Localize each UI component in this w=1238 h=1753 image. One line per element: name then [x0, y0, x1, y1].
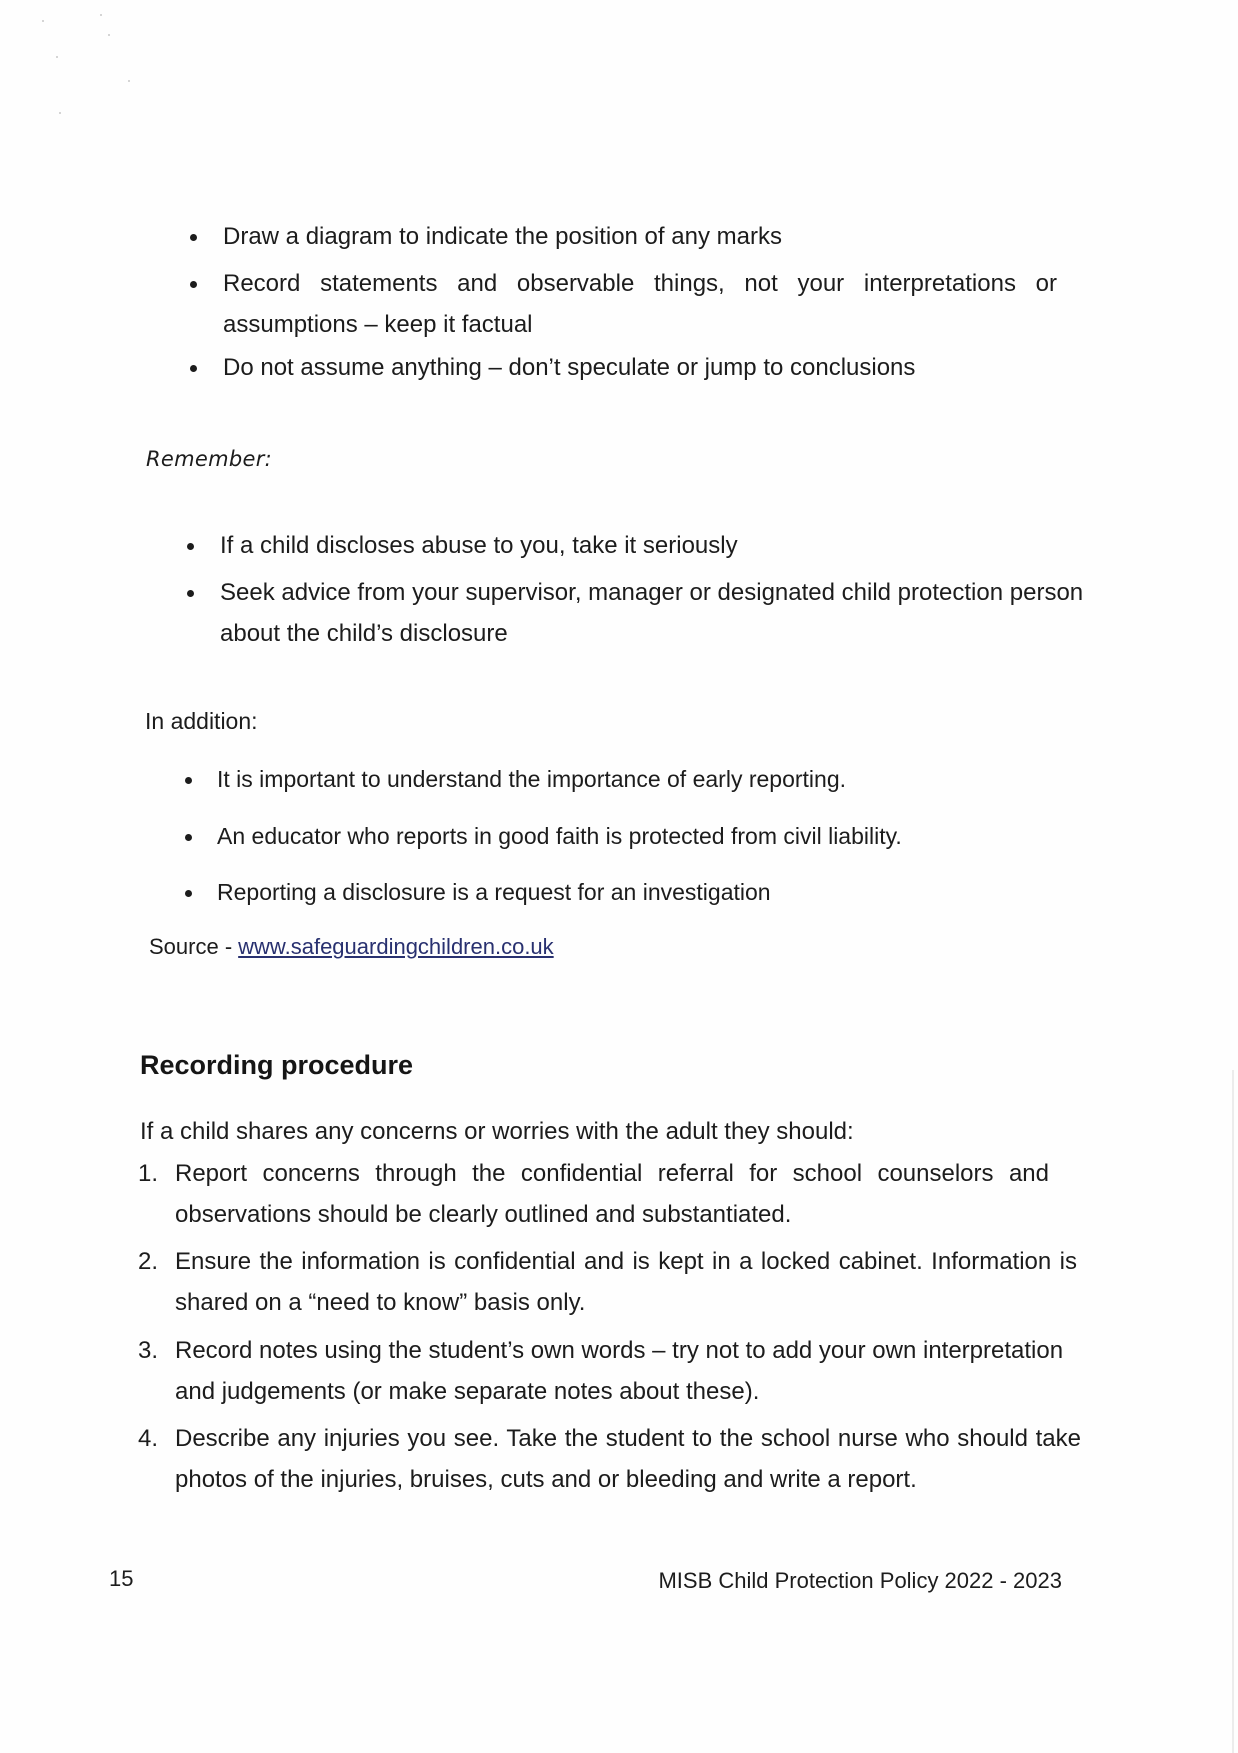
scan-speck — [108, 34, 110, 36]
footer-document-title: MISB Child Protection Policy 2022 - 2023 — [658, 1568, 1062, 1593]
bullet-text: Do not assume anything – don’t speculate or jump to conclusions — [223, 354, 916, 381]
step-text: Ensure the information is confidential and is kept in a locked cabinet. Information is — [175, 1248, 1077, 1275]
scan-speck — [100, 14, 102, 16]
bullet-text: Record statements and observable things, not your interpretations or — [223, 270, 1057, 297]
step-text: Describe any injuries you see. Take the student to the school nurse who should take — [175, 1425, 1081, 1452]
section-heading: Recording procedure — [140, 1050, 414, 1080]
step-text: Report concerns through the confidential referral for school counselors and — [175, 1160, 1049, 1187]
bullet-item — [223, 216, 782, 257]
in-addition-label: In addition: — [145, 708, 258, 734]
bullet-text: Reporting a disclosure is a request for an investigation — [217, 879, 771, 905]
step-number: 4. — [138, 1425, 159, 1452]
source-link[interactable]: www.safeguardingchildren.co.uk — [238, 934, 554, 959]
scan-speck — [59, 112, 61, 114]
bullet-text: Seek advice from your supervisor, manager or designated child protection person — [220, 579, 1084, 606]
step-text: and judgements (or make separate notes about these). — [175, 1378, 760, 1405]
page-number: 15 — [109, 1566, 134, 1591]
scan-speck — [42, 20, 44, 22]
bullet-dot — [190, 234, 197, 241]
bullet-item — [217, 872, 771, 913]
bullet-text: It is important to understand the importance of early reporting. — [217, 766, 846, 792]
bullet-dot — [190, 281, 197, 288]
bullet-text: assumptions – keep it factual — [223, 311, 533, 338]
source-line — [149, 926, 554, 967]
scan-speck — [56, 56, 58, 58]
bullet-dot — [185, 777, 192, 784]
bullet-text: Draw a diagram to indicate the position of any marks — [223, 223, 782, 250]
numbered-step — [138, 1153, 1049, 1235]
numbered-step — [138, 1241, 1077, 1323]
bullet-dot — [190, 365, 197, 372]
numbered-step — [138, 1330, 1064, 1412]
step-number: 2. — [138, 1248, 159, 1275]
bullet-dot — [187, 543, 194, 550]
bullet-text: An educator who reports in good faith is protected from civil liability. — [217, 823, 902, 849]
bullet-item — [217, 816, 902, 857]
bullet-text: If a child discloses abuse to you, take it seriously — [220, 532, 738, 559]
bullet-item — [220, 572, 1083, 654]
step-number: 1. — [138, 1160, 159, 1187]
step-text: observations should be clearly outlined and substantiated. — [175, 1201, 792, 1228]
bullet-item — [223, 263, 1057, 345]
bullet-dot — [185, 890, 192, 897]
numbered-step — [138, 1418, 1081, 1500]
step-text: shared on a “need to know” basis only. — [175, 1289, 586, 1316]
step-text: Record notes using the student’s own words – try not to add your own interpretation — [175, 1337, 1064, 1364]
bullet-item — [220, 525, 738, 566]
bullet-dot — [187, 590, 194, 597]
bullet-item — [217, 759, 846, 800]
source-prefix: Source - — [149, 934, 233, 959]
bullet-text: about the child’s disclosure — [220, 620, 508, 647]
scan-edge-shadow — [1232, 1070, 1234, 1753]
bullet-dot — [185, 834, 192, 841]
step-number: 3. — [138, 1337, 159, 1364]
scan-speck — [128, 80, 130, 82]
bullet-item — [223, 347, 915, 388]
remember-label: Remember: — [146, 447, 273, 471]
intro-text: If a child shares any concerns or worries with the adult they should: — [140, 1118, 854, 1145]
step-text: photos of the injuries, bruises, cuts and or bleeding and write a report. — [175, 1466, 917, 1493]
